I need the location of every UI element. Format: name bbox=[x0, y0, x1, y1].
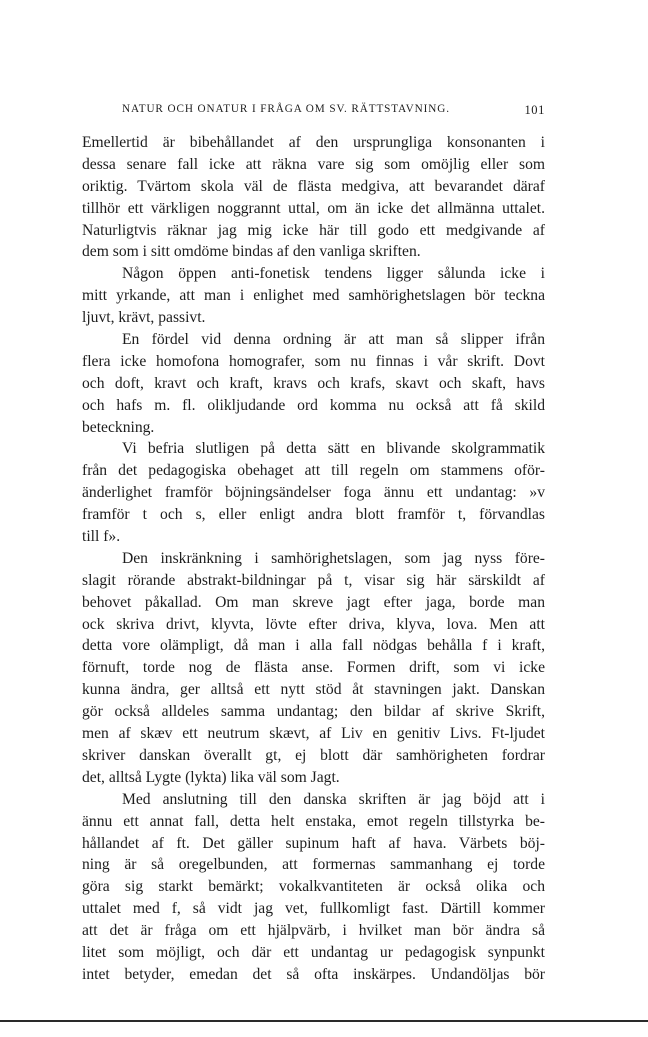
text-line: Den inskränkning i samhörighetslagen, som jag nyss före- bbox=[122, 549, 545, 567]
text-line: det, alltså Lygte (lykta) lika väl som Jagt. bbox=[82, 768, 340, 786]
text-line: uttalet med f, så vidt jag vet, fullkomligt fast. Därtill kommer bbox=[82, 900, 545, 918]
text-line: och hafs m. fl. olikljudande ord komma nu också att få skild bbox=[82, 396, 545, 414]
text-line: skriver danskan överallt gt, ej blott där samhörigheten fordrar bbox=[82, 746, 545, 764]
page-number: 101 bbox=[524, 103, 545, 117]
body-text bbox=[82, 132, 545, 986]
text-line: dessa senare fall icke att räkna vare sig som omöjlig eller som bbox=[82, 155, 545, 173]
text-line: dem som i sitt omdöme bindas af den vanliga skriften. bbox=[82, 243, 421, 261]
text-line: ning är så oregelbunden, att formernas sammanhang ej torde bbox=[82, 856, 545, 874]
page-edge-divider bbox=[0, 1020, 648, 1022]
text-line: göra sig starkt bemärkt; vokalkvantiteten är också olika och bbox=[82, 878, 545, 896]
text-line: litet som möjligt, och där ett undantag ur pedagogisk synpunkt bbox=[82, 943, 545, 961]
text-line: slagit rörande abstrakt-bildningar på t, visar sig här särskildt af bbox=[82, 571, 545, 589]
running-title: NATUR OCH ONATUR I FRÅGA OM SV. RÄTTSTAVNING. bbox=[122, 103, 450, 115]
text-line: Naturligtvis räknar jag mig icke här till godo ett medgivande af bbox=[82, 221, 545, 239]
paragraph bbox=[82, 548, 545, 789]
paragraph bbox=[82, 329, 545, 438]
text-line: mitt yrkande, att man i enlighet med samhörighetslagen bör teckna bbox=[82, 287, 545, 305]
text-line: beteckning. bbox=[82, 418, 155, 436]
text-line: intet betyder, emedan det så ofta inskärpes. Undandöljas bör bbox=[82, 965, 545, 983]
text-line: att det är fråga om ett hjälpvärb, i hvilket man bör ändra så bbox=[82, 922, 545, 940]
text-line: ock skriva drivt, klyvta, lövte efter driva, klyva, lova. Men att bbox=[82, 615, 545, 633]
paragraph bbox=[82, 263, 545, 329]
text-line: ännu ett annat fall, detta helt enstaka, emot regeln tillstyrka be- bbox=[82, 812, 545, 830]
text-line: tillhör ett värkligen noggrannt uttal, om än icke det allmänna uttalet. bbox=[82, 199, 545, 217]
text-line: kunna ändra, ger alltså ett nytt stöd åt stavningen jakt. Danskan bbox=[82, 681, 545, 699]
text-line: och doft, kravt och kraft, kravs och krafs, skavt och skaft, havs bbox=[82, 374, 545, 392]
text-line: gör också alldeles samma undantag; den bildar af skrive Skrift, bbox=[82, 703, 545, 721]
text-line: till f». bbox=[82, 528, 121, 546]
paragraph bbox=[82, 789, 545, 986]
text-line: Vi befria slutligen på detta sätt en blivande skolgrammatik bbox=[122, 440, 545, 458]
text-line: ljuvt, krävt, passivt. bbox=[82, 309, 206, 327]
text-line: änderlighet framför böjningsändelser foga ännu ett undantag: »v bbox=[82, 484, 545, 502]
running-header bbox=[82, 101, 545, 121]
text-line: flera icke homofona homografer, som nu finnas i vår skrift. Dovt bbox=[82, 352, 545, 370]
text-line: framför t och s, eller enligt andra blott framför t, förvandlas bbox=[82, 506, 545, 524]
text-line: men af skæv ett neutrum skævt, af Liv en genitiv Livs. Ft-ljudet bbox=[82, 725, 545, 743]
text-line: hållandet af ft. Det gäller supinum haft af hava. Värbets böj- bbox=[82, 834, 545, 852]
paragraph bbox=[82, 438, 545, 547]
text-line: Emellertid är bibehållandet af den ursprungliga konsonanten i bbox=[82, 134, 545, 151]
text-line: behovet påkallad. Om man skreve jagt efter jaga, borde man bbox=[82, 593, 545, 611]
text-line: En fördel vid denna ordning är att man så slipper ifrån bbox=[122, 331, 545, 349]
text-line: förnuft, torde nog de flästa anse. Formen drift, som vi icke bbox=[82, 659, 545, 677]
text-line: Någon öppen anti-fonetisk tendens ligger sålunda icke i bbox=[122, 265, 545, 283]
text-line: från det pedagogiska obehaget att till regeln om stammens oför- bbox=[82, 462, 545, 480]
text-line: oriktig. Tvärtom skola väl de flästa medgiva, att bevarandet däraf bbox=[82, 177, 545, 195]
text-line: detta vore olämpligt, då man i alla fall nödgas behålla f i kraft, bbox=[82, 637, 545, 655]
text-line: Med anslutning till den danska skriften är jag böjd att i bbox=[122, 790, 545, 808]
paragraph bbox=[82, 132, 545, 263]
